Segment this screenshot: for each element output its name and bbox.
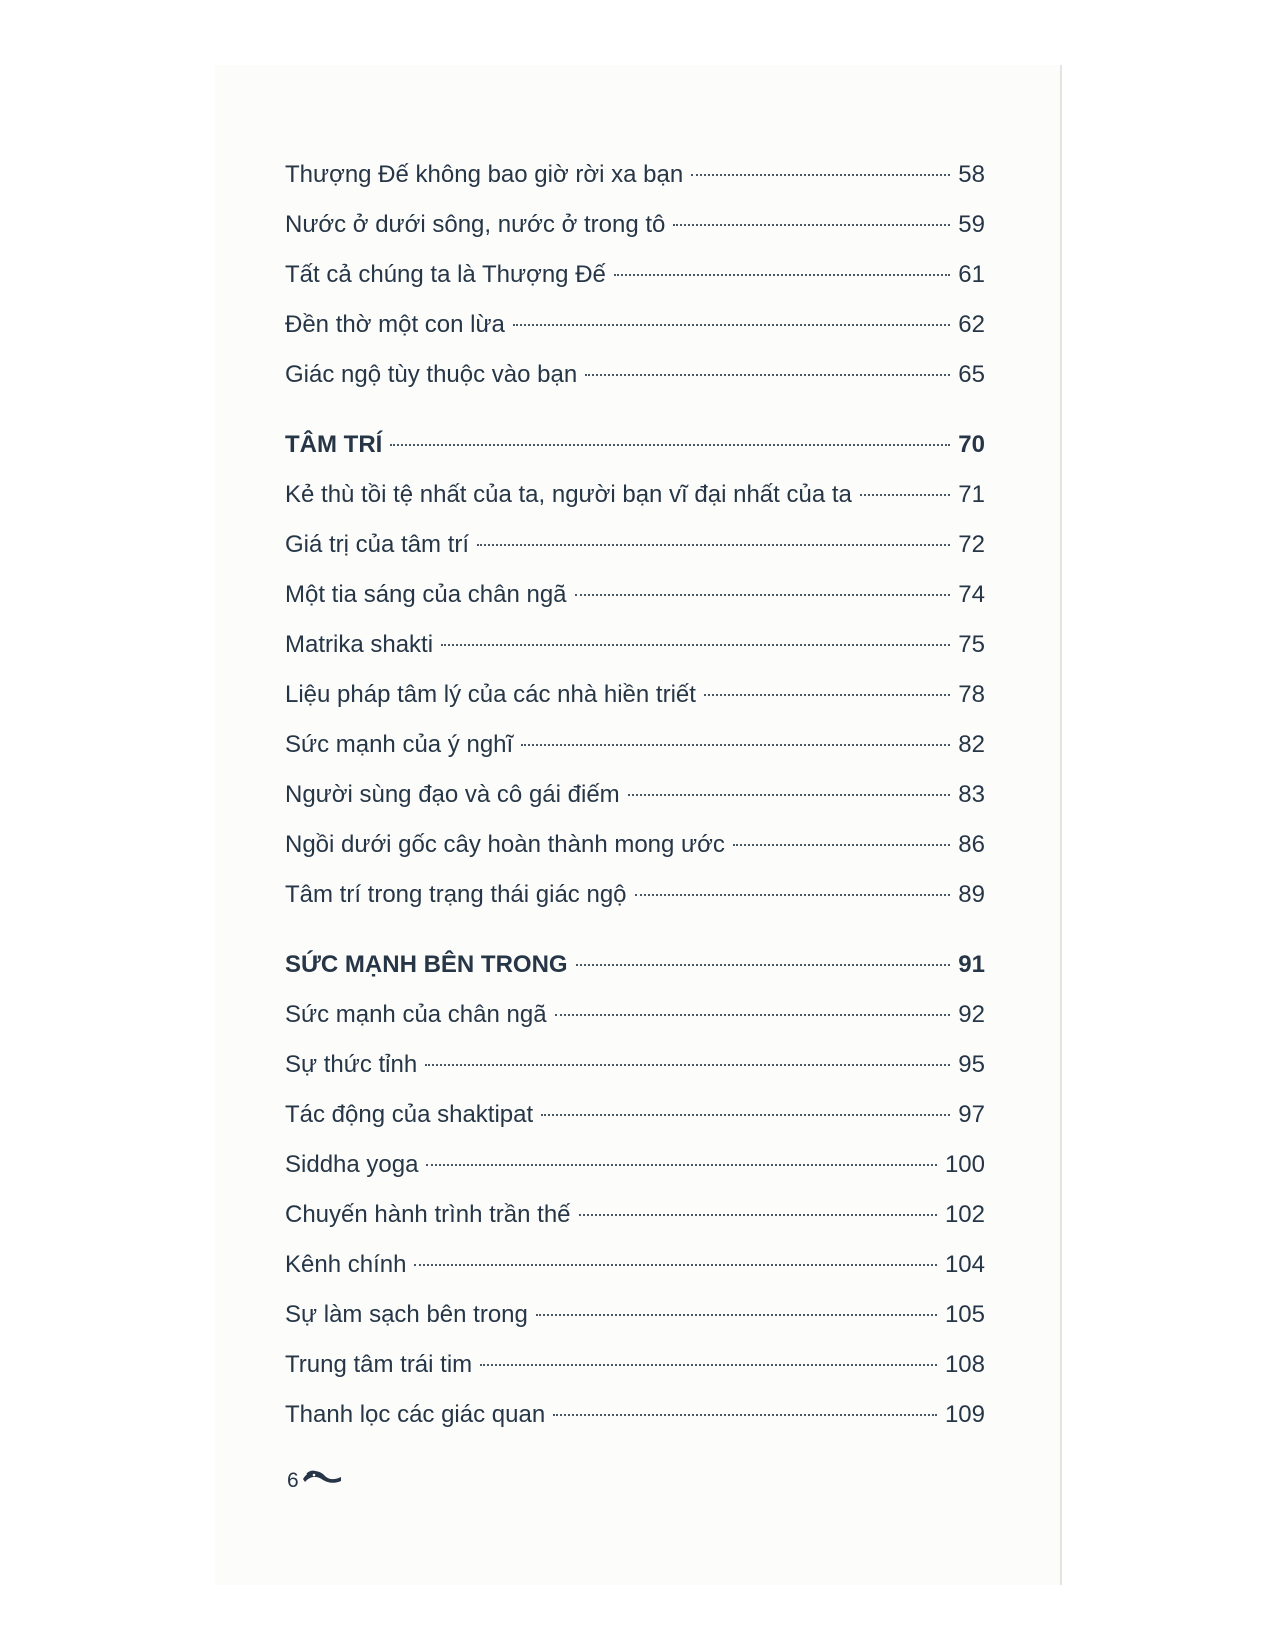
dot-leader xyxy=(860,494,950,496)
toc-entry-title: Siddha yoga xyxy=(285,1151,419,1178)
toc-entry-title: Sự thức tỉnh xyxy=(285,1051,418,1078)
toc-entry xyxy=(285,670,985,720)
dot-leader xyxy=(480,1364,937,1366)
toc-entry xyxy=(285,1040,985,1090)
toc-entry-page-number: 108 xyxy=(944,1351,985,1378)
dot-leader xyxy=(691,174,950,176)
toc-entry-title: Tất cả chúng ta là Thượng Đế xyxy=(285,261,606,288)
page-number: 6 xyxy=(287,1469,299,1492)
toc-entry xyxy=(285,520,985,570)
toc-entry-page-number: 72 xyxy=(958,531,985,558)
toc-entry xyxy=(285,570,985,620)
dot-leader xyxy=(521,744,950,746)
dot-leader xyxy=(541,1114,950,1116)
dot-leader xyxy=(733,844,950,846)
toc-entry-title: Ngồi dưới gốc cây hoàn thành mong ước xyxy=(285,831,725,858)
toc-entry xyxy=(285,300,985,350)
toc-entry-title: Giác ngộ tùy thuộc vào bạn xyxy=(285,361,578,388)
toc-entry-title: Một tia sáng của chân ngã xyxy=(285,581,567,608)
toc-entry-page-number: 75 xyxy=(958,631,985,658)
toc-entry-page-number: 104 xyxy=(944,1251,985,1278)
dot-leader xyxy=(441,644,950,646)
toc-entry-title: Kẻ thù tồi tệ nhất của ta, người bạn vĩ đại nhất của ta xyxy=(285,481,852,508)
toc-entry xyxy=(285,1340,985,1390)
dot-leader xyxy=(673,224,950,226)
toc-entry xyxy=(285,870,985,920)
toc-entry-page-number: 95 xyxy=(958,1051,985,1078)
toc-entry-title: Người sùng đạo và cô gái điếm xyxy=(285,781,620,808)
toc-entry-page-number: 62 xyxy=(958,311,985,338)
toc-entry xyxy=(285,200,985,250)
toc-entry-page-number: 92 xyxy=(958,1001,985,1028)
dot-leader xyxy=(414,1264,937,1266)
toc-entry-title: Thanh lọc các giác quan xyxy=(285,1401,546,1428)
toc-entry-page-number: 91 xyxy=(958,951,985,978)
toc-entry xyxy=(285,720,985,770)
toc-entry xyxy=(285,990,985,1040)
toc-entry-title: TÂM TRÍ xyxy=(285,431,383,458)
toc-entry-page-number: 78 xyxy=(958,681,985,708)
toc-entry-title: Sự làm sạch bên trong xyxy=(285,1301,528,1328)
toc-entry-page-number: 65 xyxy=(958,361,985,388)
toc-entry xyxy=(285,1290,985,1340)
table-of-contents xyxy=(285,150,985,1440)
toc-entry-page-number: 102 xyxy=(944,1201,985,1228)
toc-entry xyxy=(285,250,985,300)
toc-entry-title: Liệu pháp tâm lý của các nhà hiền triết xyxy=(285,681,696,708)
dot-leader xyxy=(555,1014,951,1016)
toc-entry-title: Matrika shakti xyxy=(285,631,434,658)
toc-entry xyxy=(285,770,985,820)
page-footer xyxy=(287,1465,343,1493)
toc-entry-page-number: 71 xyxy=(958,481,985,508)
toc-entry-page-number: 105 xyxy=(944,1301,985,1328)
dot-leader xyxy=(628,794,951,796)
toc-entry-page-number: 97 xyxy=(958,1101,985,1128)
dot-leader xyxy=(579,1214,937,1216)
toc-entry-page-number: 59 xyxy=(958,211,985,238)
toc-entry-page-number: 83 xyxy=(958,781,985,808)
toc-entry-page-number: 74 xyxy=(958,581,985,608)
toc-entry-page-number: 89 xyxy=(958,881,985,908)
dot-leader xyxy=(425,1064,950,1066)
toc-entry-title: Kênh chính xyxy=(285,1251,407,1278)
toc-entry-page-number: 70 xyxy=(958,431,985,458)
toc-entry xyxy=(285,470,985,520)
dot-leader xyxy=(426,1164,937,1166)
dot-leader xyxy=(635,894,951,896)
toc-entry-title: Sức mạnh của chân ngã xyxy=(285,1001,547,1028)
toc-entry-page-number: 61 xyxy=(958,261,985,288)
toc-entry xyxy=(285,1240,985,1290)
toc-entry xyxy=(285,1140,985,1190)
toc-entry xyxy=(285,1090,985,1140)
dot-leader xyxy=(575,594,951,596)
toc-section-heading xyxy=(285,940,985,990)
dot-leader xyxy=(553,1414,937,1416)
toc-entry xyxy=(285,150,985,200)
toc-entry-page-number: 86 xyxy=(958,831,985,858)
dot-leader xyxy=(477,544,950,546)
dot-leader xyxy=(614,274,950,276)
fish-ornament-icon xyxy=(301,1465,343,1493)
toc-entry-title: Nước ở dưới sông, nước ở trong tô xyxy=(285,211,666,238)
toc-entry-page-number: 100 xyxy=(944,1151,985,1178)
dot-leader xyxy=(704,694,950,696)
toc-entry xyxy=(285,1390,985,1440)
toc-entry xyxy=(285,1190,985,1240)
toc-entry-title: Sức mạnh của ý nghĩ xyxy=(285,731,514,758)
toc-section-heading xyxy=(285,420,985,470)
toc-entry-title: Tâm trí trong trạng thái giác ngộ xyxy=(285,881,627,908)
dot-leader xyxy=(536,1314,937,1316)
toc-entry-title: Tác động của shaktipat xyxy=(285,1101,534,1128)
toc-entry-page-number: 82 xyxy=(958,731,985,758)
toc-entry-page-number: 58 xyxy=(958,161,985,188)
toc-entry-title: Chuyến hành trình trần thế xyxy=(285,1201,571,1228)
dot-leader xyxy=(390,444,950,446)
toc-entry-page-number: 109 xyxy=(944,1401,985,1428)
toc-entry-title: Trung tâm trái tim xyxy=(285,1351,473,1378)
toc-entry xyxy=(285,820,985,870)
dot-leader xyxy=(513,324,950,326)
dot-leader xyxy=(576,964,951,966)
toc-entry-title: Đền thờ một con lừa xyxy=(285,311,505,338)
toc-entry xyxy=(285,350,985,400)
toc-entry xyxy=(285,620,985,670)
toc-entry-title: SỨC MẠNH BÊN TRONG xyxy=(285,951,568,978)
toc-entry-title: Thượng Đế không bao giờ rời xa bạn xyxy=(285,161,684,188)
dot-leader xyxy=(585,374,950,376)
toc-entry-title: Giá trị của tâm trí xyxy=(285,531,470,558)
